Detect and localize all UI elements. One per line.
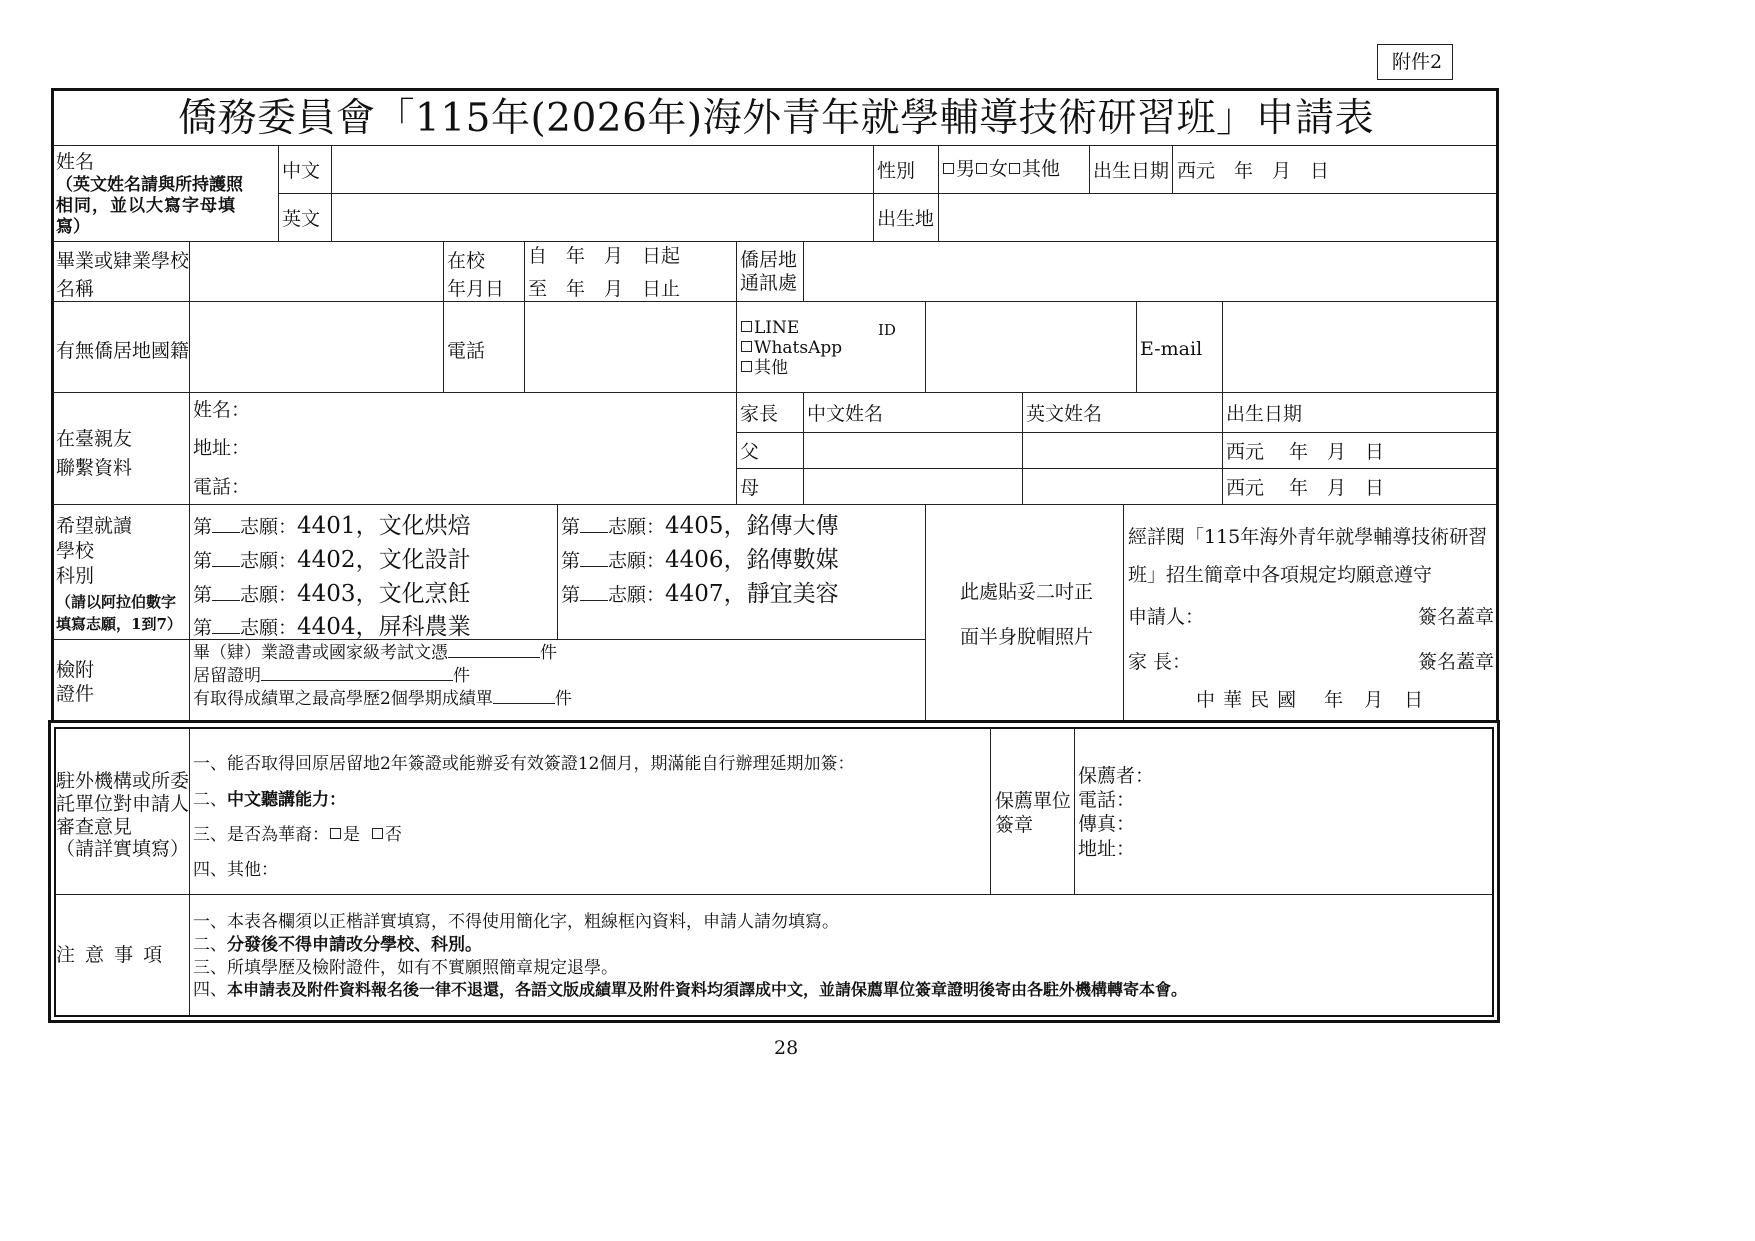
review-question[interactable]: 二、中文聽講能力： (193, 790, 346, 810)
sponsor-label[interactable]: 保薦者： (1078, 765, 1155, 787)
rule (873, 146, 874, 241)
note-item: 四、本申請表及附件資料報名後一律不退還，各語文版成績單及附件資料均須譯成中文，並請保薦單位簽章證明後寄由各駐外機構轉寄本會。 (193, 980, 1188, 1000)
rule (55, 894, 1493, 895)
rule (925, 505, 926, 721)
english-name-field[interactable] (334, 196, 870, 239)
contact-id-field[interactable] (928, 304, 1133, 390)
name-note-line: 寫） (56, 217, 90, 237)
review-question[interactable]: 四、其他： (193, 860, 278, 880)
gender-other-label: 其他 (1022, 158, 1061, 180)
gender-other-checkbox[interactable] (1009, 163, 1020, 174)
choice-item[interactable]: 第 志願：4405，銘傳大傳 (561, 513, 839, 539)
father-birth-date[interactable]: 西元 年 月 日 (1226, 441, 1385, 463)
phone-label: 電話 (447, 340, 486, 362)
choices-label: 學校 (56, 540, 95, 562)
contacts-label: 聯繫資料 (56, 457, 133, 479)
id-label: ID (878, 321, 896, 339)
note-item: 三、所填學歷及檢附證件，如有不實願照簡章規定退學。 (193, 958, 618, 978)
contacts-label: 在臺親友 (56, 428, 133, 450)
name-note-line: （英文姓名請與所持護照 (56, 175, 243, 195)
contact-whatsapp-option: WhatsApp (740, 338, 842, 358)
rule (557, 505, 558, 639)
birthplace-field[interactable] (941, 196, 1494, 239)
gender-male-checkbox[interactable] (943, 163, 954, 174)
choice-item[interactable]: 第 志願：4402，文化設計 (193, 547, 471, 573)
contact-line-option: LINE (740, 318, 799, 338)
school-label: 名稱 (56, 278, 95, 300)
rule (189, 728, 190, 1016)
rule (1222, 393, 1223, 504)
rule (925, 302, 926, 392)
note-item: 二、分發後不得申請改分學校、科別。 (193, 935, 482, 955)
name-note-line: 相同，並以大寫字母填 (56, 196, 236, 216)
contact-address-label[interactable]: 地址： (193, 437, 251, 459)
ethnic-chinese-no-checkbox[interactable] (372, 828, 383, 839)
sponsor-stamp-label: 簽章 (995, 814, 1034, 836)
review-question: 三、是否為華裔： 是 否 (193, 825, 402, 845)
choice-item[interactable]: 第 志願：4407，靜宜美容 (561, 581, 839, 607)
review-question[interactable]: 一、能否取得回原居留地2年簽證或能辦妥有效簽證12個月，期滿能自行辦理延期加簽： (193, 754, 855, 774)
rule (278, 193, 1496, 194)
period-label: 年月日 (447, 278, 505, 300)
gender-female-checkbox[interactable] (976, 163, 987, 174)
rule (803, 393, 804, 504)
declaration-text: 班」招生簡章中各項規定均願意遵守 (1128, 564, 1433, 586)
english-name-label: 英文 (282, 208, 321, 230)
review-label: 駐外機構或所委 (56, 770, 190, 792)
email-label: E-mail (1140, 338, 1203, 360)
other-contact-checkbox[interactable] (741, 361, 752, 372)
review-label: 審查意見 (56, 816, 133, 838)
mother-birth-date[interactable]: 西元 年 月 日 (1226, 477, 1385, 499)
rule (990, 728, 991, 894)
father-label: 父 (740, 441, 760, 463)
sponsor-stamp-label: 保薦單位 (995, 790, 1072, 812)
mother-chinese-name-field[interactable] (806, 471, 1019, 502)
col-birth-date: 出生日期 (1226, 403, 1303, 425)
form-title: 僑務委員會「115年(2026年)海外青年就學輔導技術研習班」申請表 (178, 96, 1375, 141)
birth-date-value[interactable]: 西元 年 月 日 (1177, 160, 1330, 182)
choice-item[interactable]: 第 志願：4404，屏科農業 (193, 614, 471, 640)
review-label: 託單位對申請人 (56, 793, 190, 815)
sponsor-fax-label[interactable]: 傳真： (1078, 813, 1136, 835)
rule (736, 432, 1496, 433)
sponsor-address-label[interactable]: 地址： (1078, 838, 1136, 860)
nationality-field[interactable] (192, 304, 440, 390)
choices-note: （請以阿拉伯數字 (56, 593, 177, 611)
phone-field[interactable] (527, 304, 733, 390)
applicant-label: 申請人： (1128, 606, 1205, 628)
rule (1136, 302, 1137, 392)
choices-label: 希望就讀 (56, 515, 133, 537)
rule (278, 146, 279, 241)
name-label: 姓名 (56, 151, 95, 173)
rule (52, 145, 1496, 146)
father-chinese-name-field[interactable] (806, 435, 1019, 466)
rule (1089, 146, 1090, 193)
parent-label: 家長 (740, 403, 779, 425)
rule (52, 392, 1496, 393)
overseas-address-label: 通訊處 (740, 272, 798, 294)
attachments-label: 證件 (56, 683, 95, 705)
period-to[interactable]: 至 年 月 日止 (528, 278, 681, 300)
choice-item[interactable]: 第 志願：4401，文化烘焙 (193, 513, 471, 539)
rule (803, 242, 804, 301)
contact-phone-label[interactable]: 電話： (193, 476, 251, 498)
choice-item[interactable]: 第 志願：4403，文化烹飪 (193, 581, 471, 607)
rule (52, 639, 926, 640)
choices-label: 科別 (56, 565, 95, 587)
choices-note: 填寫志願，1到7） (56, 615, 182, 633)
line-checkbox[interactable] (741, 321, 752, 332)
rule (736, 468, 1496, 469)
mother-label: 母 (740, 477, 760, 499)
rule (1022, 393, 1023, 504)
rule (189, 505, 190, 721)
gender-female-label: 女 (989, 158, 1009, 180)
col-english-name: 英文姓名 (1026, 403, 1103, 425)
chinese-name-field[interactable] (334, 148, 870, 191)
rule (52, 301, 1496, 302)
rule (52, 241, 1496, 242)
choice-item[interactable]: 第 志願：4406，銘傳數媒 (561, 547, 839, 573)
gender-male-label: 男 (956, 158, 976, 180)
attachment-item-diploma[interactable]: 畢（肄）業證書或國家級考試文憑 件 (193, 643, 557, 663)
applicant-signature[interactable]: 簽名蓋章 (1418, 606, 1495, 628)
gender-options (942, 158, 1060, 180)
guardian-label: 家 長： (1128, 651, 1192, 673)
birth-date-label: 出生日期 (1093, 160, 1170, 182)
page-number: 28 (774, 1037, 799, 1059)
school-label: 畢業或肄業學校 (56, 250, 190, 272)
photo-instruction: 此處貼妥二吋正 (960, 581, 1094, 603)
school-name-field[interactable] (192, 244, 440, 299)
rule (1222, 302, 1223, 392)
guardian-signature[interactable]: 簽名蓋章 (1418, 651, 1495, 673)
photo-instruction: 面半身脫帽照片 (960, 626, 1094, 648)
contact-other-option: 其他 (740, 358, 788, 378)
rule (1172, 146, 1173, 193)
nationality-label: 有無僑居地國籍 (56, 340, 190, 362)
contact-name-label[interactable]: 姓名： (193, 399, 251, 421)
rule (443, 242, 444, 392)
rule (1123, 505, 1124, 721)
declaration-date[interactable]: 中 華 民 國 年 月 日 (1196, 689, 1425, 711)
sponsor-phone-label[interactable]: 電話： (1078, 789, 1136, 811)
attachment-item-residence[interactable]: 居留證明 件 (193, 666, 470, 686)
attachment-item-transcript[interactable]: 有取得成績單之最高學歷2個學期成績單 件 (193, 689, 572, 709)
attachment-label: 附件2 (1392, 51, 1443, 73)
whatsapp-checkbox[interactable] (741, 341, 752, 352)
overseas-address-field[interactable] (806, 244, 1494, 299)
father-english-name-field[interactable] (1025, 435, 1219, 466)
col-chinese-name: 中文姓名 (807, 403, 884, 425)
overseas-address-label: 僑居地 (740, 249, 798, 271)
rule (736, 242, 737, 504)
email-field[interactable] (1225, 304, 1494, 390)
rule (189, 242, 190, 504)
mother-english-name-field[interactable] (1025, 471, 1219, 502)
attachments-label: 檢附 (56, 659, 95, 681)
period-label: 在校 (447, 250, 486, 272)
chinese-name-label: 中文 (282, 160, 321, 182)
photo-area[interactable] (928, 507, 1121, 719)
birthplace-label: 出生地 (877, 208, 935, 230)
notes-label: 注 意 事 項 (56, 944, 165, 966)
gender-label: 性別 (877, 160, 916, 182)
rule (52, 504, 1496, 505)
ethnic-chinese-yes-checkbox[interactable] (330, 828, 341, 839)
review-label: （請詳實填寫） (56, 838, 190, 860)
rule (524, 242, 525, 392)
period-from[interactable]: 自 年 月 日起 (528, 245, 681, 267)
note-item: 一、本表各欄須以正楷詳實填寫，不得使用簡化字，粗線框內資料，申請人請勿填寫。 (193, 912, 839, 932)
rule (938, 146, 939, 241)
declaration-text: 經詳閱「115年海外青年就學輔導技術研習 (1128, 526, 1488, 548)
rule (331, 146, 332, 241)
rule (1074, 728, 1075, 894)
